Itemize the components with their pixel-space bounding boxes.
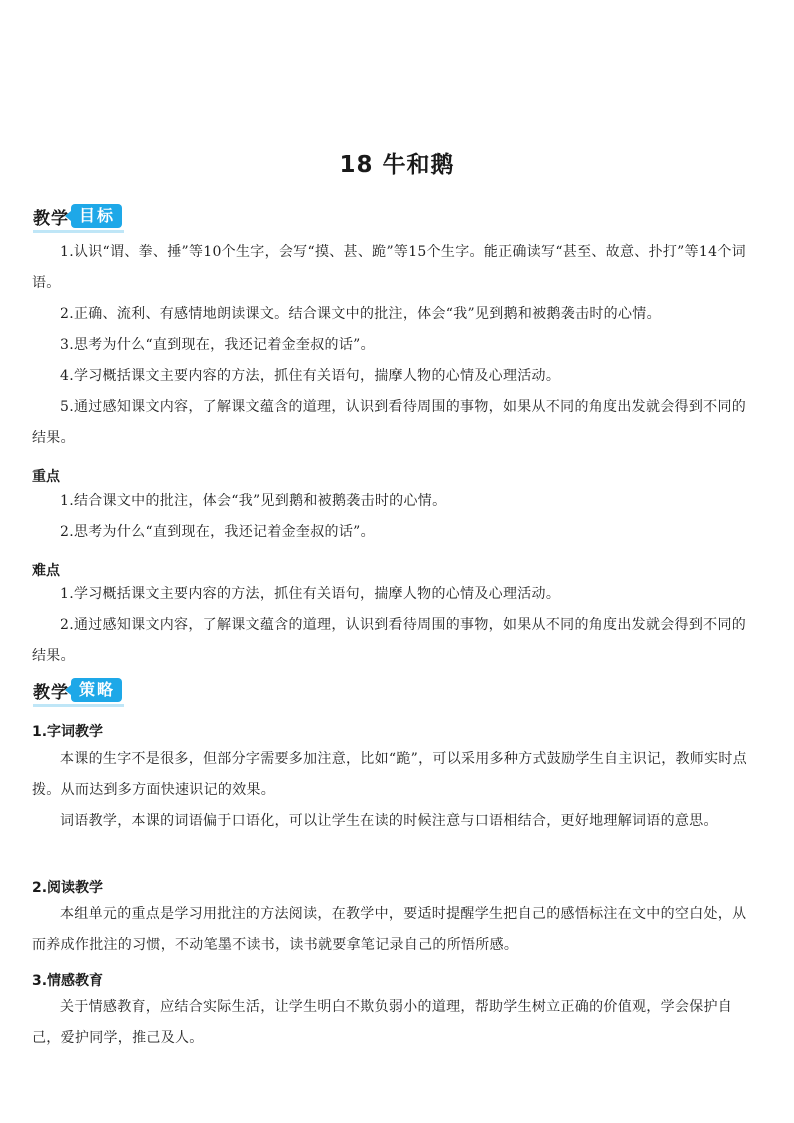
strategy-paragraph: 词语教学，本课的词语偏于口语化，可以让学生在读的时候注意与口语相结合，更好地理解词语的意思。 — [60, 813, 718, 829]
key-point-item-1: 1.结合课文中的批注，体会“我”见到鹅和被鹅袭击时的心情。 — [60, 493, 447, 509]
strategy-heading-vocabulary: 1.字词教学 — [32, 724, 104, 740]
objectives-badge-tag: 目标 — [71, 204, 122, 228]
objective-item-2: 2.正确、流利、有感情地朗读课文。结合课文中的批注，体会“我”见到鹅和被鹅袭击时的心情。 — [60, 306, 661, 322]
objectives-badge-underline — [33, 230, 124, 233]
strategy-paragraph: 关于情感教育，应结合实际生活，让学生明白不欺负弱小的道理，帮助学生树立正确的价值观，学会保护自己，爱护同学，推己及人。 — [32, 999, 733, 1046]
key-points-heading: 重点 — [32, 469, 60, 485]
strategies-badge — [33, 677, 122, 703]
page-title: 18 牛和鹅 — [339, 152, 455, 178]
strategy-heading-reading: 2.阅读教学 — [32, 880, 104, 896]
difficult-point-item-2: 2.通过感知课文内容，了解课文蕴含的道理，认识到看待周围的事物，如果从不同的角度出发就会得到不同的结果。 — [32, 617, 747, 664]
objective-item-5: 5.通过感知课文内容，了解课文蕴含的道理，认识到看待周围的事物，如果从不同的角度出发就会得到不同的结果。 — [32, 399, 747, 446]
strategies-badge-underline — [33, 704, 124, 707]
difficult-points-heading: 难点 — [32, 563, 60, 579]
objective-item-1: 1.认识“谓、拳、捶”等10个生字，会写“摸、甚、跪”等15个生字。能正确读写“甚至、故意、扑打”等14个词语。 — [32, 244, 746, 291]
objective-item-3: 3.思考为什么“直到现在，我还记着金奎叔的话”。 — [60, 337, 375, 353]
objective-item-4: 4.学习概括课文主要内容的方法，抓住有关语句，揣摩人物的心情及心理活动。 — [60, 368, 561, 384]
objectives-badge-lead: 教学 — [33, 208, 69, 229]
strategy-paragraph: 本课的生字不是很多，但部分字需要多加注意，比如“跪”，可以采用多种方式鼓励学生自主识记，教师实时点拨。从而达到多方面快速识记的效果。 — [32, 751, 748, 798]
strategies-badge-lead: 教学 — [33, 682, 69, 703]
key-point-item-2: 2.思考为什么“直到现在，我还记着金奎叔的话”。 — [60, 524, 375, 540]
difficult-point-item-1: 1.学习概括课文主要内容的方法，抓住有关语句，揣摩人物的心情及心理活动。 — [60, 586, 561, 602]
strategies-badge-tag: 策略 — [71, 678, 122, 702]
strategy-heading-emotion: 3.情感教育 — [32, 973, 104, 989]
objectives-badge — [33, 203, 122, 229]
strategy-paragraph: 本组单元的重点是学习用批注的方法阅读，在教学中，要适时提醒学生把自己的感悟标注在文中的空白处，从而养成作批注的习惯，不动笔墨不读书，读书就要拿笔记录自己的所悟所感。 — [32, 906, 747, 953]
